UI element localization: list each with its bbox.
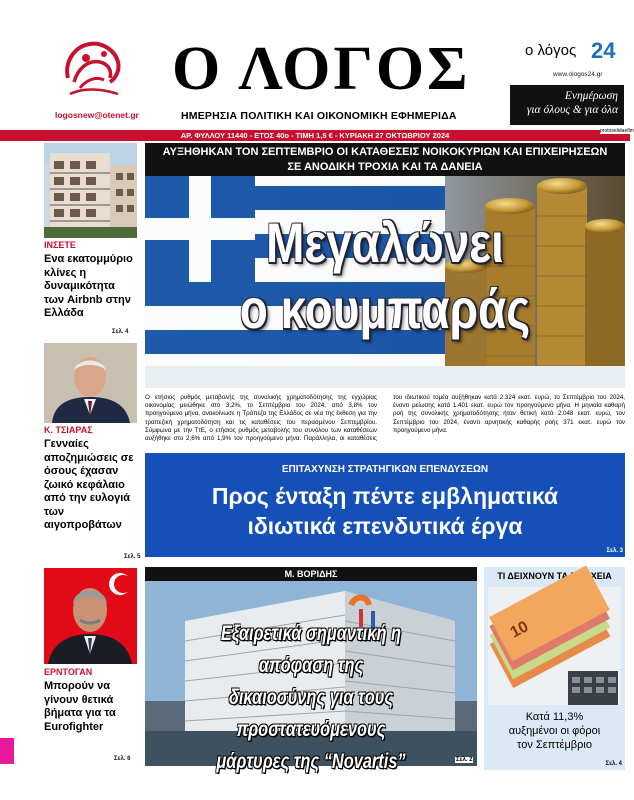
issue-info-bar: ΑΡ. ΦΥΛΛΟΥ 11440 - ΕΤΟΣ 40ο - ΤΙΜΗ 1,5 € - ΚΥΡΙΑΚΗ 27 ΟΚΤΩΒΡΙΟΥ 2024	[0, 130, 630, 141]
print-color-mark	[0, 738, 14, 764]
novartis-headline-line-1: Εξαιρετικά σημαντική η απόφαση της	[220, 622, 402, 677]
feature-headline-line-2: ιδιωτικά επενδυτικά έργα	[247, 513, 523, 539]
contact-email[interactable]: logosnew@otenet.gr	[55, 110, 139, 120]
lead-story-body: Ο ετήσιος ρυθμός μεταβολής της συνολικής χρηματοδότησης της εγχώριας οικονομίας μειώθηκε στο 3,2%, το Σεπτέμβριο του 2024, από 3,8% τον προηγούμενο μήνα, ανακοίνωσε η Τράπεζα της Ελλάδος σε νέα της έκθεση για την τραπεζική χρηματοδότηση και τις καταθέσεις του περασμένου Σεπτεμβρίου. Σύμφωνα με την ΤτΕ, ο ετήσιος ρυθμός μεταβολής του συνόλου των καταθέσεων αυξήθηκε στο 2,6% από 1,9% τον προηγούμενο μήνα. Παράλληλα, οι καταθέσεις του ιδιωτικού τομέα αυξήθηκαν κατά 2.324 εκατ. ευρώ, το Σεπτέμβριο του 2024, έναντι μείωσης κατά 1.401 εκατ. ευρώ τον προηγούμενο μήνα. Η μηνιαία καθαρή ροή της συνολικής χρηματοδότησης ήταν θετική κατά 2.048 εκατ. ευρώ, τον Σεπτέμβριο του 2024, έναντι αρνητικής καθαρής ροής 371 εκατ. ευρώ τον προηγούμενο μήνα.	[145, 394, 625, 443]
image-credit: protoselidaefim	[600, 128, 634, 134]
sidebar-item-headline[interactable]: Μπορούν να γίνουν θετικά βήματα για τα Eurofighter	[44, 680, 116, 733]
erdogan-portrait-photo	[44, 568, 137, 664]
lead-banner-line-2: ΣΕ ΑΝΟΔΙΚΗ ΤΡΟΧΙΑ ΚΑΙ ΤΑ ΔΑΝΕΙΑ	[287, 161, 483, 173]
sidebar-page-ref: Σελ. 6	[114, 756, 131, 762]
building-photo	[44, 143, 137, 238]
taxes-page-ref: Σελ. 4	[605, 761, 622, 767]
newspaper-subtitle: ΗΜΕΡΗΣΙΑ ΠΟΛΙΤΙΚΗ ΚΑΙ ΟΙΚΟΝΟΜΙΚΗ ΕΦΗΜΕΡΙΔΑ	[181, 110, 457, 122]
taxes-headline-line-3: τον Σεπτέμβριο	[517, 739, 592, 751]
website-logo-number: 24	[591, 38, 616, 63]
taxes-headline	[484, 710, 625, 752]
novartis-kicker: Μ. ΒΟΡΙΔΗΣ	[145, 567, 477, 581]
website-logo[interactable]	[525, 38, 616, 63]
lead-headline-line-1: Μεγαλώνει	[266, 211, 504, 274]
feature-kicker: ΕΠΙΤΑΧΥΝΣΗ ΣΤΡΑΤΗΓΙΚΩΝ ΕΠΕΝΔΥΣΕΩΝ	[281, 464, 489, 475]
novartis-page-ref: Σελ. 2	[456, 757, 473, 763]
politician-portrait-photo	[44, 343, 137, 423]
sidebar-item-label: ΕΡΝΤΟΓΑΝ	[44, 667, 93, 677]
novartis-headline[interactable]	[182, 618, 441, 778]
feature-headline-line-1: Προς ένταξη πέντε εμβληματικά	[211, 483, 559, 509]
euro-banknotes-calculator-photo	[488, 587, 621, 705]
taxes-headline-line-2: αυξημένοι οι φόροι	[508, 725, 601, 737]
taxes-headline-line-1: Κατά 11,3%	[525, 711, 584, 723]
taxes-kicker: ΤΙ ΔΕΙΧΝΟΥΝ ΤΑ ΣΤΟΙΧΕΙΑ	[497, 571, 612, 581]
lead-story-banner	[145, 143, 625, 176]
svg-text:10: 10	[507, 618, 532, 642]
newspaper-title: Ο ΛΟΓΟΣ	[172, 35, 471, 103]
lead-headline[interactable]	[188, 210, 582, 342]
sidebar-item-headline[interactable]: Γενναίες αποζημιώσεις σε όσους έχασαν ζωικό κεφάλαιο από την ευλογιά των αιγοπροβάτων	[44, 438, 134, 531]
website-url[interactable]: www.ologos24.gr	[553, 71, 603, 78]
website-logo-text: ο λόγος	[525, 42, 577, 59]
investment-feature-box[interactable]	[145, 453, 625, 557]
lead-headline-line-2: ο κουμπαράς	[239, 277, 531, 340]
sidebar-page-ref: Σελ. 4	[112, 329, 129, 335]
novartis-headline-line-2: δικαιοσύνης για τους προστατευόμενους	[228, 686, 394, 741]
sidebar-page-ref: Σελ. 5	[124, 554, 141, 560]
masthead	[0, 0, 630, 130]
website-tagline-line-1: Ενημέρωση	[564, 90, 618, 102]
lead-banner-line-1: ΑΥΞΗΘΗΚΑΝ ΤΟΝ ΣΕΠΤΕΜΒΡΙΟ ΟΙ ΚΑΤΑΘΕΣΕΙΣ ΝΟΙΚΟΚΥΡΙΩΝ ΚΑΙ ΕΠΙΧΕΙΡΗΣΕΩΝ	[162, 146, 608, 158]
sidebar-item-headline[interactable]: Ενα εκατομμύριο κλίνες η δυναμικότητα των Airbnb στην Ελλάδα	[44, 253, 133, 319]
taxes-story-box[interactable]	[484, 567, 625, 770]
website-tagline-line-2: για όλους & για όλα	[526, 104, 618, 116]
sidebar-item-label: Κ. ΤΣΙΑΡΑΣ	[44, 425, 93, 435]
newspaper-emblem-logo	[60, 38, 128, 100]
novartis-headline-line-3: μάρτυρες της “Novartis”	[216, 750, 406, 773]
feature-page-ref: Σελ. 3	[606, 548, 623, 554]
website-tagline-box	[510, 85, 624, 125]
sidebar-item-label: ΙΝΣΕΤΕ	[44, 240, 76, 250]
feature-headline	[145, 481, 625, 541]
